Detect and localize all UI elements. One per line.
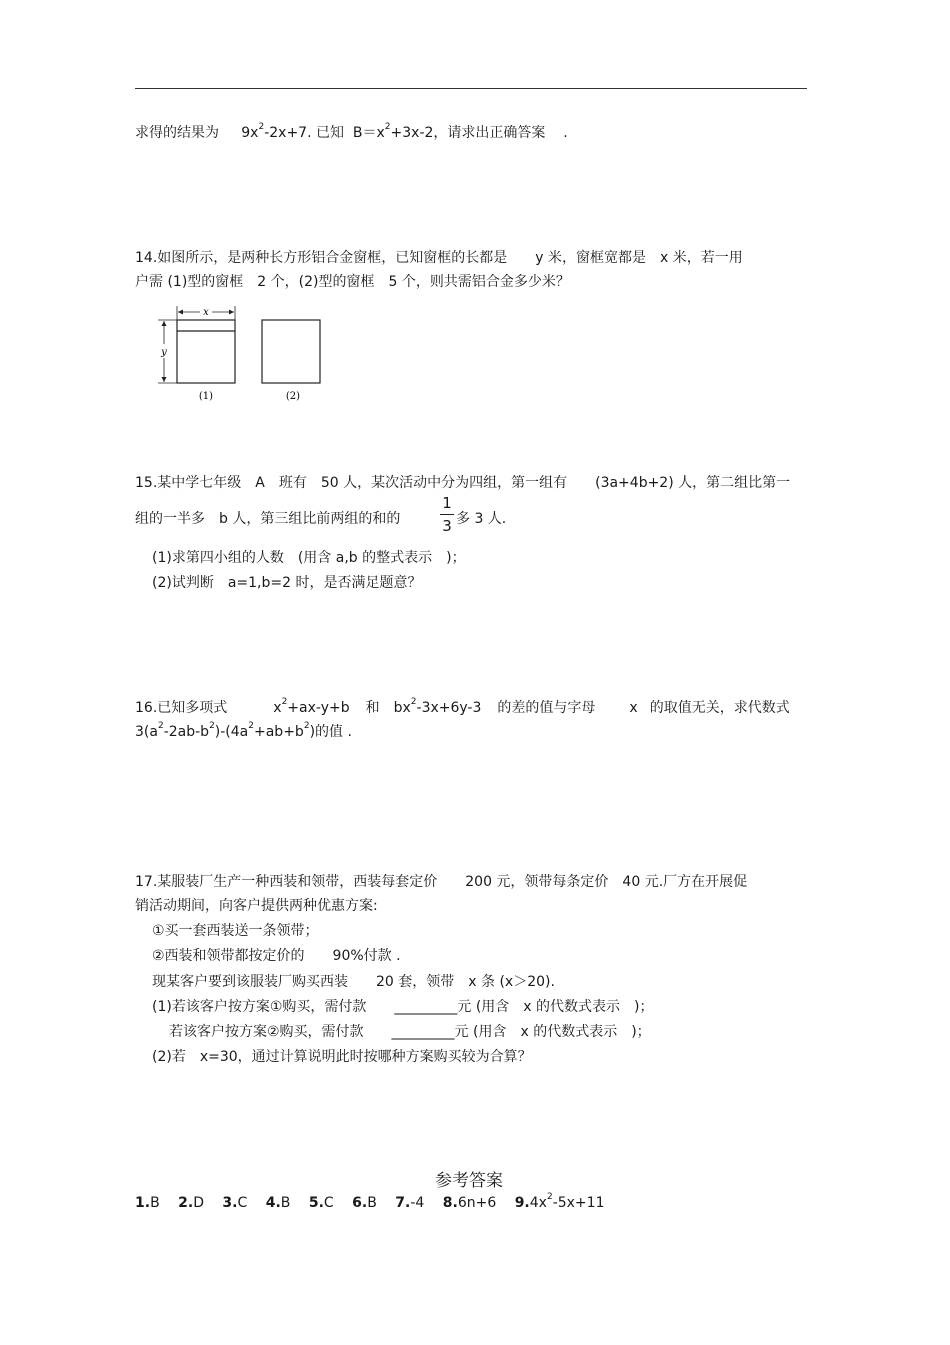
- q17-line7: 若该客户按方案②购买，需付款 _________元 (用含 x 的代数式表示 )；: [169, 1024, 651, 1040]
- q16-exp: 2: [248, 721, 254, 731]
- q16-var: x: [629, 700, 638, 716]
- q16-expr: +ab+b: [254, 724, 304, 740]
- q16-exp: 2: [209, 721, 215, 731]
- q17-option1: ①买一套西装送一条领带；: [152, 923, 319, 939]
- y-label: y: [161, 347, 167, 358]
- answer-item: $9.4x^2-5x+11$: [514, 1192, 605, 1211]
- q15-sub1: (1)求第四小组的人数 (用含 a,b 的整式表示 )；: [152, 550, 466, 566]
- q16-exp: 2: [303, 721, 310, 731]
- caption-2: (2): [285, 391, 301, 402]
- answer-item: 6.B: [352, 1195, 377, 1211]
- frame-2: [262, 320, 320, 383]
- q15-line2a: 组的一半多 b 人，第三组比前两组的和的: [135, 511, 401, 527]
- q16-expr: x: [273, 700, 282, 716]
- q16-expr: bx: [393, 700, 411, 716]
- header-rule: [135, 88, 807, 89]
- q17-line8: (2)若 x=30，通过计算说明此时按哪种方案购买较为合算？: [152, 1049, 532, 1065]
- q16-exp: 2: [157, 721, 164, 731]
- caption-1: (1): [198, 391, 214, 402]
- answer-item: 5.C: [308, 1195, 334, 1211]
- answer-item: 3.C: [222, 1195, 248, 1211]
- answer-item: 4.B: [265, 1195, 291, 1211]
- answers-title: 参考答案: [435, 1171, 503, 1191]
- q17-line5: 现某客户要到该服装厂购买西装 20 套，领带 x 条 (x＞20).: [152, 974, 555, 990]
- q16-expr: -2ab-b: [163, 724, 210, 740]
- frame-1: [177, 320, 235, 383]
- answer-item: 2.D: [178, 1195, 204, 1211]
- q16-expr: )-(4a: [214, 724, 249, 740]
- q17-option2: ②西装和领带都按定价的 90%付款 .: [152, 948, 401, 964]
- q15-sub2: (2)试判断 a=1,b=2 时，是否满足题意？: [152, 575, 422, 591]
- q13-expr: 9x: [241, 125, 259, 141]
- q16-exp: 2: [410, 697, 417, 707]
- q13-dot: .: [563, 125, 568, 141]
- answers-list: [135, 1192, 618, 1211]
- q16-text: 的取值无关，求代数式: [649, 700, 790, 716]
- q16-text: 16.已知多项式: [135, 700, 228, 716]
- q15-line1: 15.某中学七年级 A 班有 50 人，某次活动中分为四组，第一组有 (3a+4b+2) 人，第二组比第一: [135, 475, 791, 491]
- q17-line2: 销活动期间，向客户提供两种优惠方案:: [135, 898, 378, 914]
- q16-expr: 3(a: [135, 724, 158, 740]
- q13-text: +3x-2，请求出正确答案: [390, 125, 546, 141]
- answer-item: 1.B: [135, 1195, 160, 1211]
- answer-item: 7.-4: [395, 1195, 425, 1211]
- q16-expr: +ax-y+b: [287, 700, 350, 716]
- q13-exp: 2: [258, 122, 265, 132]
- q17-line6: (1)若该客户按方案①购买，需付款 _________元 (用含 x 的代数式表示 )；: [152, 999, 654, 1015]
- q13-expr: B＝x: [352, 125, 385, 141]
- q13-line: [135, 122, 568, 142]
- q16-text: )的值 .: [309, 724, 352, 740]
- q16-text: 和: [365, 700, 380, 716]
- q16-line2: [135, 721, 352, 741]
- answer-item: 8.6n+6: [442, 1195, 497, 1211]
- q13-exp: 2: [384, 122, 391, 132]
- x-label: x: [203, 307, 209, 318]
- q16-exp: 2: [281, 697, 288, 707]
- q14-line1: 14.如图所示，是两种长方形铝合金窗框，已知窗框的长都是 y 米，窗框宽都是 x 米，若一用: [135, 250, 743, 266]
- fraction-denominator: 3: [442, 517, 452, 535]
- q16-text: 的差的值与字母: [497, 700, 596, 716]
- q16-expr: -3x+6y-3: [416, 700, 482, 716]
- q13-text: -2x+7. 已知: [264, 125, 344, 141]
- q17-line1: 17.某服装厂生产一种西装和领带，西装每套定价 200 元，领带每条定价 40 元.厂方在开展促: [135, 874, 748, 890]
- q15-line2b: 多 3 人.: [456, 511, 507, 527]
- fraction-one-third: [440, 494, 454, 535]
- window-frame-figure: [150, 300, 330, 410]
- q16-line1: [135, 697, 790, 717]
- fraction-numerator: 1: [442, 494, 452, 512]
- q13-text: 求得的结果为: [135, 125, 219, 141]
- q14-line2: 户需 (1)型的窗框 2 个，(2)型的窗框 5 个，则共需铝合金多少米？: [135, 274, 570, 290]
